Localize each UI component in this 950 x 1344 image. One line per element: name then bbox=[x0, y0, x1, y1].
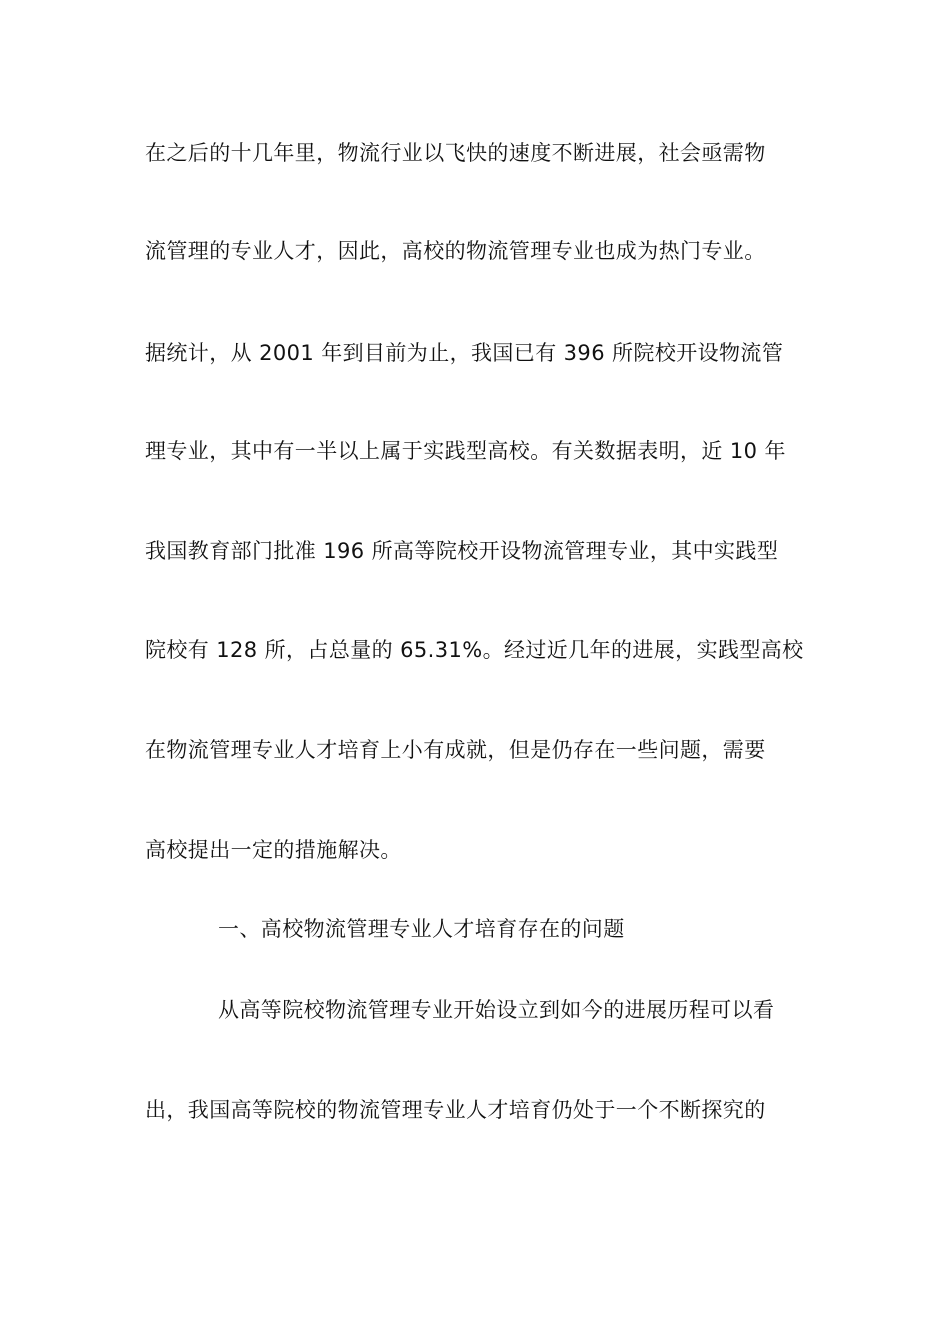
paragraph-line: 出，我国高等院校的物流管理专业人才培育仍处于一个不断探究的 bbox=[145, 1098, 766, 1122]
paragraph-line: 高校提出一定的措施解决。 bbox=[145, 838, 402, 862]
section-heading: 一、高校物流管理专业人才培育存在的问题 bbox=[218, 917, 625, 941]
paragraph-line: 在物流管理专业人才培育上小有成就，但是仍存在一些问题，需要 bbox=[145, 738, 766, 762]
paragraph-line: 理专业，其中有一半以上属于实践型高校。有关数据表明，近 10 年 bbox=[145, 439, 786, 463]
paragraph-line: 在之后的十几年里，物流行业以飞快的速度不断进展，社会亟需物 bbox=[145, 141, 766, 165]
paragraph-line: 从高等院校物流管理专业开始设立到如今的进展历程可以看 bbox=[218, 998, 775, 1022]
paragraph-line: 我国教育部门批准 196 所高等院校开设物流管理专业，其中实践型 bbox=[145, 539, 779, 563]
paragraph-line: 流管理的专业人才，因此，高校的物流管理专业也成为热门专业。 bbox=[145, 239, 766, 263]
paragraph-line: 据统计，从 2001 年到目前为止，我国已有 396 所院校开设物流管 bbox=[145, 341, 784, 365]
paragraph-line: 院校有 128 所，占总量的 65.31%。经过近几年的进展，实践型高校 bbox=[145, 638, 804, 662]
